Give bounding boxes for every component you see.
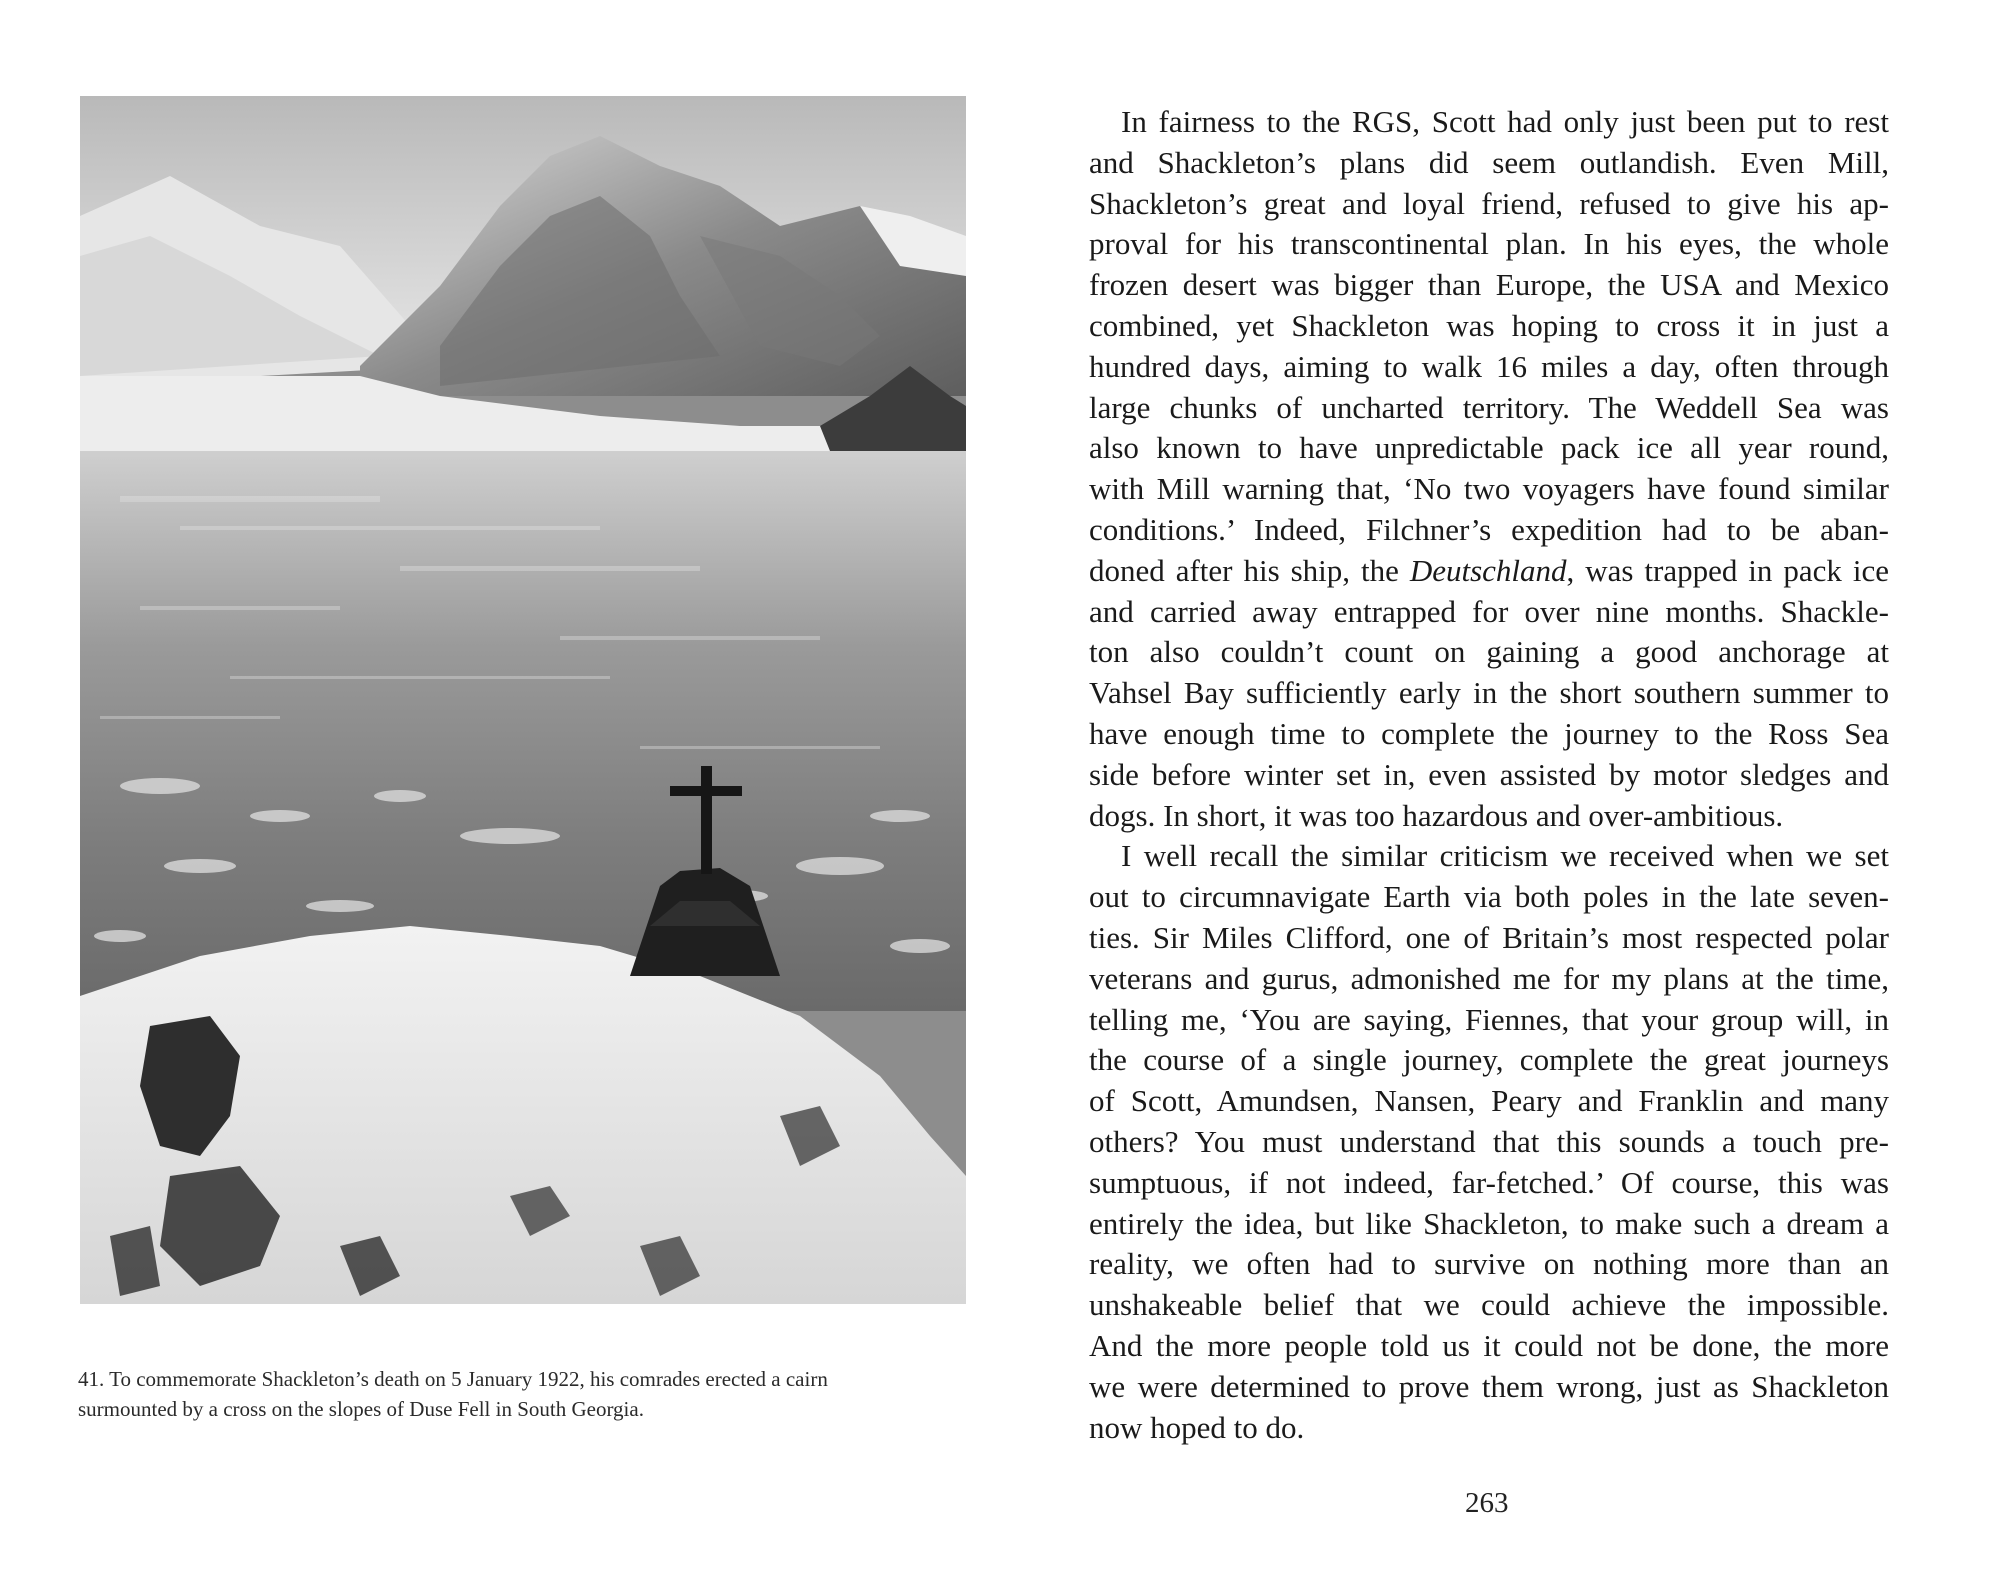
cairn-photo-icon [80, 96, 966, 1304]
text-line: the course of a single journey, complete the great journeys [1089, 1042, 1889, 1078]
text-line: And the more people told us it could not be done, the more [1089, 1327, 1889, 1363]
text-line: side before winter set in, even assisted by motor sledges and [1089, 756, 1889, 792]
text-line: with Mill warning that, ‘No two voyagers have found similar [1089, 471, 1889, 507]
caption-line: 41. To commemorate Shackleton’s death on 5 January 1922, his comrades erected a cairn [78, 1367, 828, 1391]
text-line: others? You must understand that this sounds a touch pre- [1089, 1123, 1889, 1159]
photo-caption [78, 1364, 928, 1424]
text-line: also known to have unpredictable pack ice all year round, [1089, 430, 1889, 466]
text-line: have enough time to complete the journey to the Ross Sea [1089, 715, 1889, 751]
text-line: I well recall the similar criticism we received when we set [1121, 838, 1889, 874]
text-line: ties. Sir Miles Clifford, one of Britain’s most respected polar [1089, 919, 1889, 955]
paragraph-2 [1089, 836, 1889, 1448]
text-line: dogs. In short, it was too hazardous and over-ambitious. [1089, 797, 1784, 833]
text-line: combined, yet Shackleton was hoping to cross it in just a [1089, 307, 1889, 343]
text-line: unshakeable belief that we could achieve the impossible. [1089, 1287, 1889, 1323]
text-line: large chunks of uncharted territory. The Weddell Sea was [1089, 389, 1889, 425]
text-line: reality, we often had to survive on nothing more than an [1089, 1246, 1889, 1282]
text-line: doned after his ship, the Deutschland, was trapped in pack ice [1089, 552, 1889, 588]
text-line: of Scott, Amundsen, Nansen, Peary and Franklin and many [1089, 1083, 1889, 1119]
text-line: ton also couldn’t count on gaining a good anchorage at [1089, 634, 1889, 670]
text-line: out to circumnavigate Earth via both poles in the late seven- [1089, 879, 1889, 915]
text-line: sumptuous, if not indeed, far-fetched.’ Of course, this was [1089, 1164, 1889, 1200]
text-line: we were determined to prove them wrong, just as Shackleton [1089, 1368, 1889, 1404]
text-line: Shackleton’s great and loyal friend, refused to give his ap- [1089, 185, 1889, 221]
text-line: proval for his transcontinental plan. In his eyes, the whole [1089, 226, 1889, 262]
text-line: frozen desert was bigger than Europe, the USA and Mexico [1089, 267, 1889, 303]
caption-line: surmounted by a cross on the slopes of Duse Fell in South Georgia. [78, 1397, 644, 1421]
text-line: and Shackleton’s plans did seem outlandish. Even Mill, [1089, 144, 1889, 180]
body-text [1089, 102, 1889, 1448]
page-number: 263 [1465, 1487, 1509, 1519]
text-line: conditions.’ Indeed, Filchner’s expedition had to be aban- [1089, 511, 1889, 547]
text-line: telling me, ‘You are saying, Fiennes, that your group will, in [1089, 1001, 1889, 1037]
text-line: veterans and gurus, admonished me for my plans at the time, [1089, 960, 1889, 996]
text-line: hundred days, aiming to walk 16 miles a day, often through [1089, 348, 1889, 384]
text-line: now hoped to do. [1089, 1409, 1305, 1445]
cairn-photograph [80, 96, 966, 1304]
text-line: entirely the idea, but like Shackleton, to make such a dream a [1089, 1205, 1889, 1241]
text-line: and carried away entrapped for over nine months. Shackle- [1089, 593, 1889, 629]
text-line: Vahsel Bay sufficiently early in the short southern summer to [1089, 675, 1889, 711]
text-line: In fairness to the RGS, Scott had only just been put to rest [1121, 104, 1889, 139]
paragraph-1 [1089, 102, 1889, 836]
